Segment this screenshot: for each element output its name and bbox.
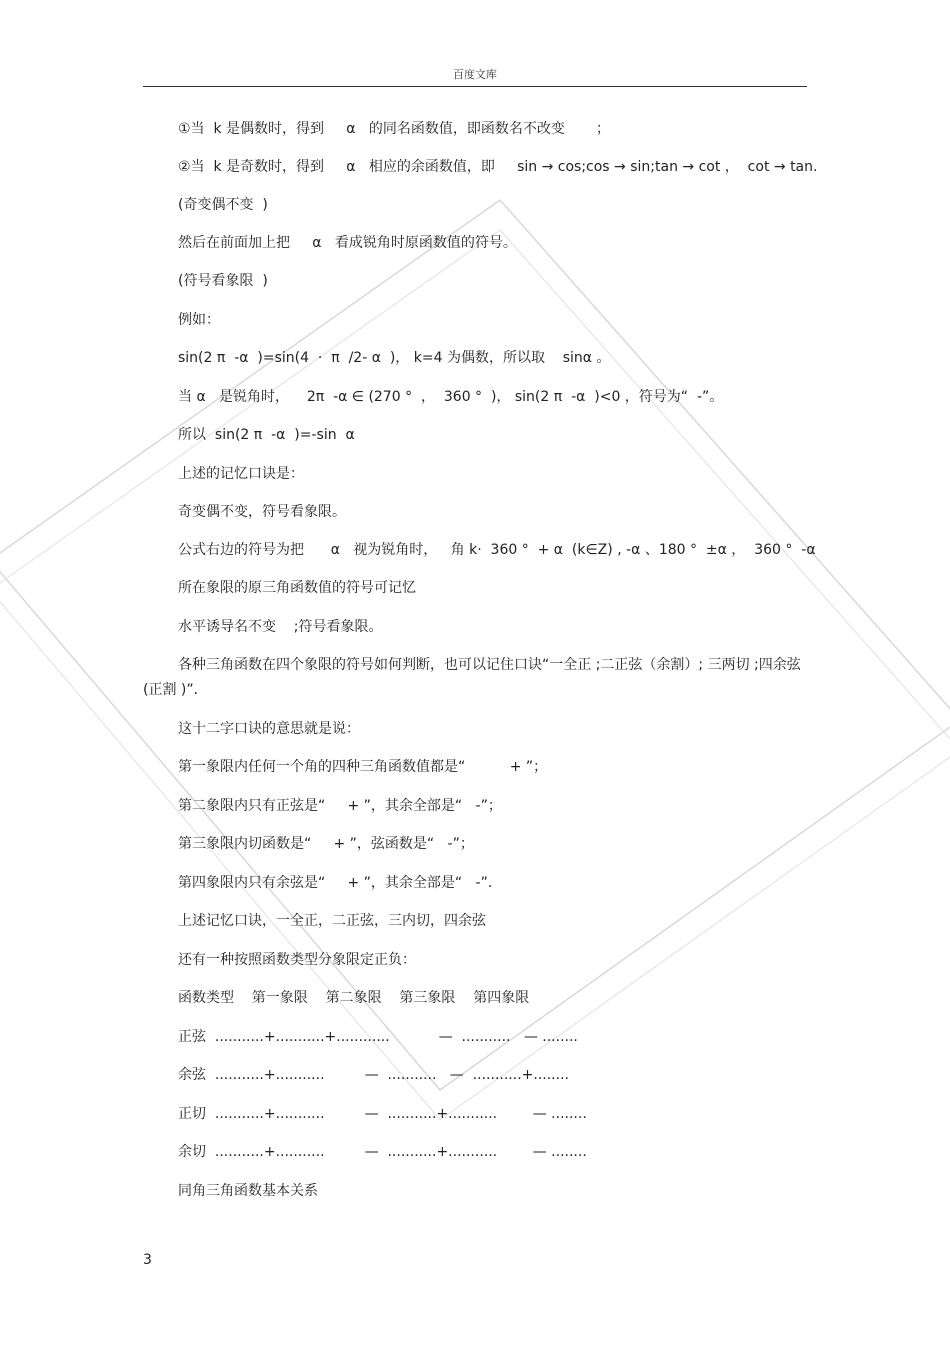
text-line: 第三象限内切函数是“ + ”，弦函数是“ -”； <box>178 836 474 852</box>
text-line: (符号看象限 ) <box>178 273 268 289</box>
text-line: 第二象限内只有正弦是“ + ”，其余全部是“ -”； <box>178 798 502 814</box>
text-line: 还有一种按照函数类型分象限定正负： <box>178 952 416 968</box>
text-line: 奇变偶不变，符号看象限。 <box>178 504 346 520</box>
text-line: 第一象限内任何一个角的四种三角函数值都是“ + ”； <box>178 759 548 775</box>
table-header-line: 函数类型 第一象限 第二象限 第三象限 第四象限 <box>178 990 530 1006</box>
table-row-sine: 正弦 ...........+...........+............ — ........... — ........ <box>178 1029 578 1045</box>
text-line: 所在象限的原三角函数值的符号可记忆 <box>178 580 416 596</box>
section-heading: 同角三角函数基本关系 <box>178 1183 318 1199</box>
text-line: 上述记忆口诀，一全正，二正弦，三内切，四余弦 <box>178 913 486 929</box>
text-line: 公式右边的符号为把 α 视为锐角时， 角 k· 360 ° + α (k∈Z) , -α 、180 ° ±α ， 360 ° -α <box>178 542 816 558</box>
text-line: 然后在前面加上把 α 看成锐角时原函数值的符号。 <box>178 235 517 251</box>
text-line: 例如： <box>178 312 220 328</box>
text-line: 这十二字口诀的意思就是说： <box>178 721 360 737</box>
text-line: ②当 k 是奇数时，得到 α 相应的余函数值，即 sin → cos;cos → sin;tan → cot ， cot → tan. <box>178 159 818 175</box>
page-header: 百度文库 <box>453 68 497 81</box>
text-line: ①当 k 是偶数时，得到 α 的同名函数值，即函数名不改变 ； <box>178 121 610 137</box>
table-row-tangent: 正切 ...........+........... — ...........+........... — ........ <box>178 1106 587 1122</box>
page-number: 3 <box>143 1252 152 1268</box>
header-rule <box>143 86 807 87</box>
paragraph-text: 各种三角函数在四个象限的符号如何判断，也可以记住口诀“一全正 ;二正弦（余割）; 三两切 ;四余弦 (正割 )”． <box>143 657 801 698</box>
text-line: (奇变偶不变 ) <box>178 197 268 213</box>
table-row-cotangent: 余切 ...........+........... — ...........+........... — ........ <box>178 1144 587 1160</box>
text-line: 当 α 是锐角时， 2π -α ∈ (270 ° ， 360 ° )， sin(2 π -α )<0 ，符号为“ -”。 <box>178 389 724 405</box>
table-row-cosine: 余弦 ...........+........... — ........... — ...........+........ <box>178 1067 569 1083</box>
text-line: sin(2 π -α )=sin(4 · π /2- α )， k=4 为偶数，所以取 sinα 。 <box>178 350 611 366</box>
text-line: 第四象限内只有余弦是“ + ”，其余全部是“ -”. <box>178 875 493 891</box>
text-line: 上述的记忆口诀是： <box>178 466 304 482</box>
text-paragraph <box>143 653 807 703</box>
text-line: 水平诱导名不变 ;符号看象限。 <box>178 619 383 635</box>
text-line: 所以 sin(2 π -α )=-sin α <box>178 427 355 443</box>
